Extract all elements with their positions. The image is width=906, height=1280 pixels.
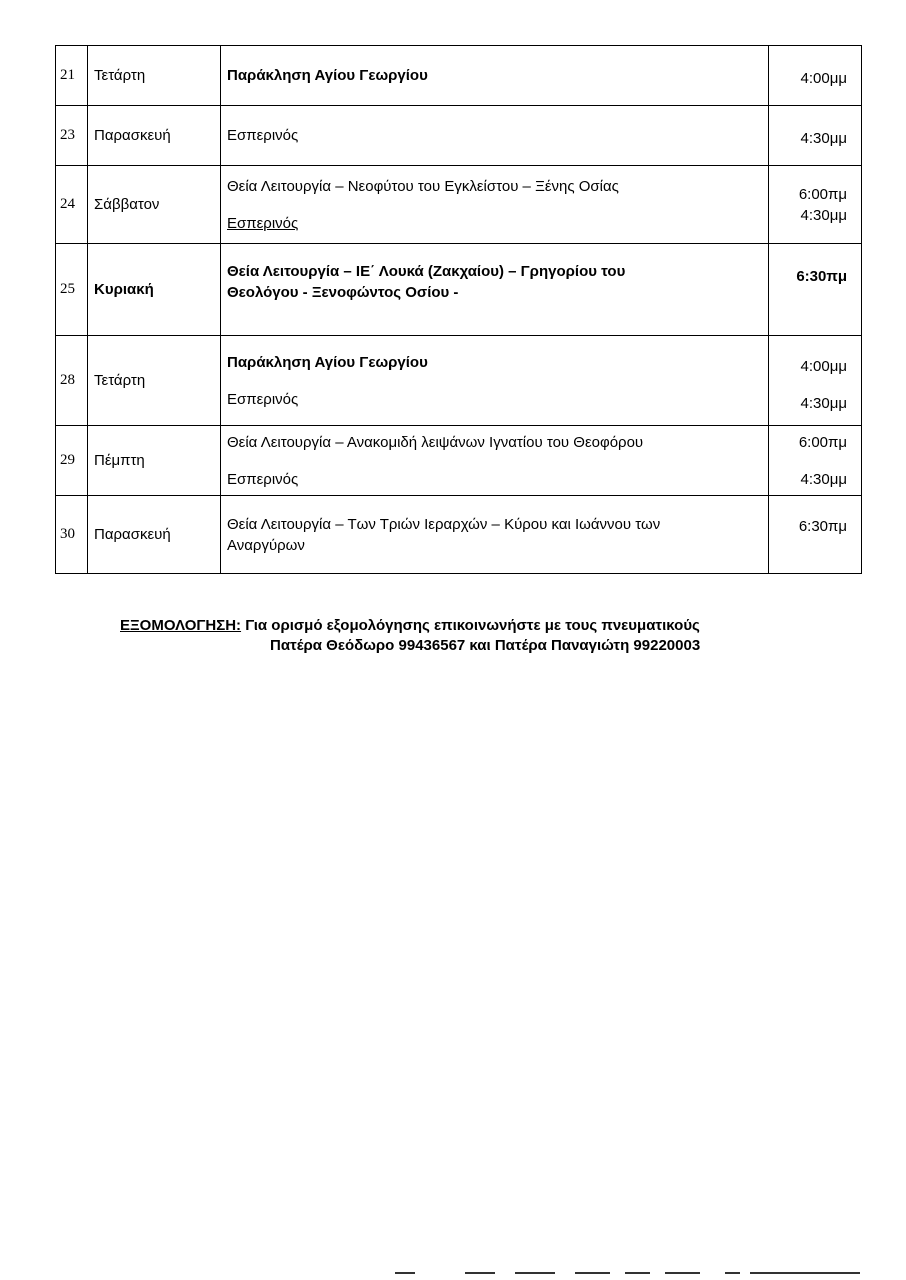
service-text xyxy=(221,166,769,244)
service-line: Θεία Λειτουργία – Των Τριών Ιεραρχών – Κύρου και Ιωάννου των xyxy=(227,515,661,533)
service-time xyxy=(769,106,862,166)
table-row xyxy=(56,336,862,426)
table-row xyxy=(56,46,862,106)
confession-text: Για ορισμό εξομολόγησης επικοινωνήστε με τους πνευματικούς xyxy=(241,617,700,634)
service-line: Εσπερινός xyxy=(227,390,299,408)
table-row xyxy=(56,496,862,574)
service-text xyxy=(221,496,769,574)
service-time xyxy=(769,166,862,244)
scan-artifact xyxy=(750,1272,860,1274)
service-line: Θεία Λειτουργία – ΙΕ΄ Λουκά (Ζακχαίου) – Γρηγορίου του xyxy=(227,262,626,280)
day-number: 23 xyxy=(56,106,88,166)
weekday: Πέμπτη xyxy=(88,426,221,496)
time-line: 6:30πμ xyxy=(796,268,847,285)
weekday: Τετάρτη xyxy=(88,46,221,106)
service-line: Θεία Λειτουργία – Νεοφύτου του Εγκλείστου – Ξένης Οσίας xyxy=(227,177,619,195)
time-line: 4:30μμ xyxy=(800,470,847,488)
day-number: 28 xyxy=(56,336,88,426)
schedule-table xyxy=(55,45,862,574)
weekday: Παρασκευή xyxy=(88,496,221,574)
day-number: 21 xyxy=(56,46,88,106)
service-line: Θεία Λειτουργία – Ανακομιδή λειψάνων Ιγνατίου του Θεοφόρου xyxy=(227,433,644,451)
confession-contacts: Πατέρα Θεόδωρο 99436567 και Πατέρα Παναγιώτη 99220003 xyxy=(270,637,701,654)
time-line: 6:00πμ xyxy=(798,433,847,451)
service-line: Εσπερινός xyxy=(227,214,299,232)
service-line: Αναργύρων xyxy=(227,536,305,554)
service-line: Εσπερινός xyxy=(227,470,299,488)
time-line: 6:30πμ xyxy=(798,518,847,535)
service-line: Θεολόγου - Ξενοφώντος Οσίου - xyxy=(227,283,459,301)
service-line: Παράκληση Αγίου Γεωργίου xyxy=(227,353,428,371)
service-line: Παράκληση Αγίου Γεωργίου xyxy=(227,67,428,84)
weekday: Παρασκευή xyxy=(88,106,221,166)
time-line: 4:30μμ xyxy=(800,394,847,412)
service-time xyxy=(769,496,862,574)
scan-artifact xyxy=(625,1272,650,1274)
scan-artifact xyxy=(725,1272,740,1274)
service-time xyxy=(769,46,862,106)
service-text xyxy=(221,336,769,426)
scan-artifact xyxy=(665,1272,700,1274)
scan-artifact xyxy=(575,1272,610,1274)
service-line: Εσπερινός xyxy=(227,127,299,144)
time-line: 4:00μμ xyxy=(800,70,847,87)
service-text xyxy=(221,46,769,106)
time-line: 4:30μμ xyxy=(800,206,847,224)
time-line: 4:30μμ xyxy=(800,130,847,147)
day-number: 25 xyxy=(56,244,88,336)
table-row xyxy=(56,426,862,496)
service-text xyxy=(221,106,769,166)
table-row xyxy=(56,244,862,336)
time-line: 6:00πμ xyxy=(798,185,847,203)
confession-note xyxy=(120,616,820,656)
service-time xyxy=(769,336,862,426)
scan-artifact xyxy=(465,1272,495,1274)
service-text xyxy=(221,244,769,336)
service-time xyxy=(769,426,862,496)
table-row xyxy=(56,166,862,244)
scan-artifact xyxy=(395,1272,415,1274)
table-row xyxy=(56,106,862,166)
weekday: Σάββατον xyxy=(88,166,221,244)
confession-label: ΕΞΟΜΟΛΟΓΗΣΗ: xyxy=(120,617,242,634)
day-number: 24 xyxy=(56,166,88,244)
day-number: 29 xyxy=(56,426,88,496)
weekday: Τετάρτη xyxy=(88,336,221,426)
scan-artifact xyxy=(515,1272,555,1274)
weekday: Κυριακή xyxy=(88,244,221,336)
day-number: 30 xyxy=(56,496,88,574)
time-line: 4:00μμ xyxy=(800,357,847,375)
service-time xyxy=(769,244,862,336)
service-text xyxy=(221,426,769,496)
